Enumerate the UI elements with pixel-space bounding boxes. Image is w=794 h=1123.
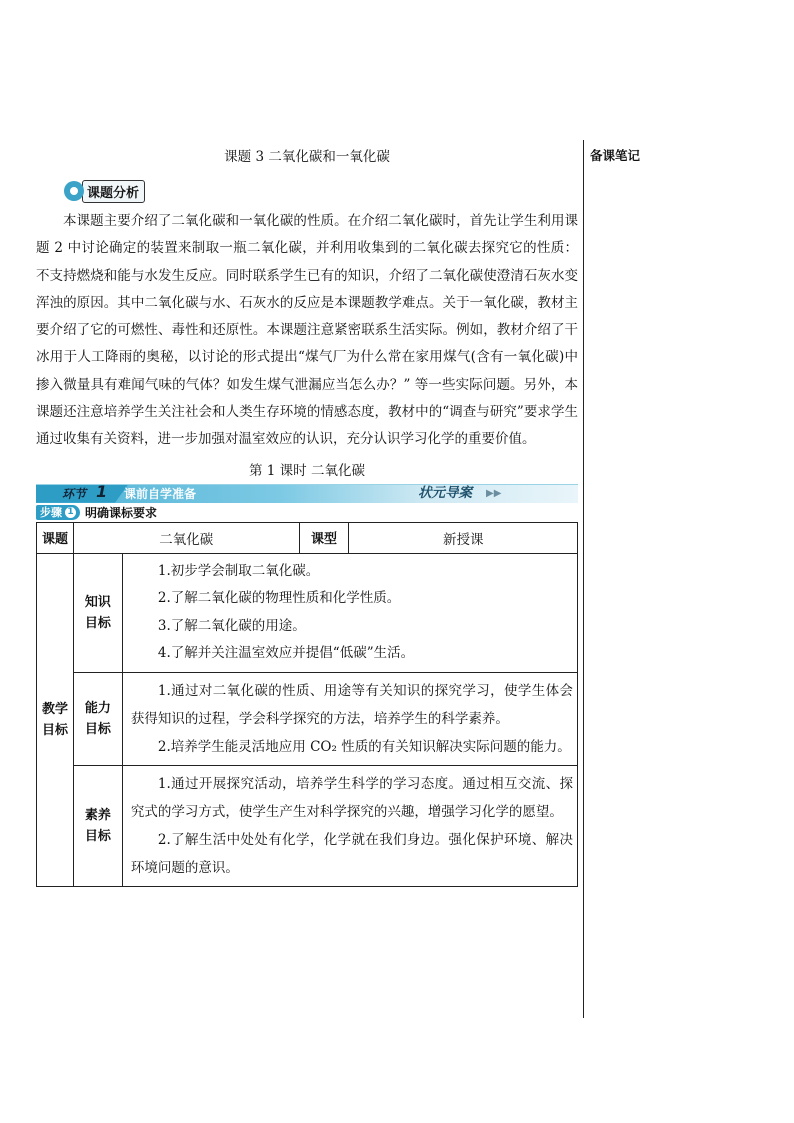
- clock-badge-icon: [64, 181, 84, 201]
- analysis-heading-label: 课题分析: [82, 180, 145, 203]
- topic-label-cell: 课题: [37, 522, 74, 553]
- list-item: 1.通过开展探究活动，培养学生科学的学习态度。通过相互交流、探究式的学习方式，使学生产生对科学探究的兴趣，增强学习化学的愿望。: [130, 775, 573, 820]
- main-content: [36, 148, 578, 887]
- table-row: [37, 765, 578, 886]
- group-name: 素养目标: [84, 807, 111, 844]
- type-label-cell: 课型: [299, 522, 349, 553]
- group-name-cell: [73, 672, 122, 765]
- list-item: 1.初步学会制取二氧化碳。: [157, 562, 320, 579]
- list-item: 4.了解并关注温室效应并提倡“低碳”生活。: [157, 645, 415, 662]
- section-banner: [36, 481, 578, 503]
- group-name-cell: [73, 765, 122, 886]
- list-item: 1.通过对二氧化碳的性质、用途等有关知识的探究学习，使学生体会获得知识的过程，学会科学探究的方法，培养学生的科学素养。: [130, 682, 573, 727]
- banner-step-label: 环节: [62, 486, 87, 501]
- banner-subtitle: 课前自学准备: [124, 486, 197, 501]
- objectives-label: 教学目标: [41, 701, 68, 738]
- banner-step-number: 1: [96, 481, 108, 501]
- objectives-label-cell: [37, 553, 74, 886]
- topic-value-cell: 二氧化碳: [73, 522, 299, 553]
- table-row: [37, 553, 578, 672]
- double-arrow-icon: ▶▶: [486, 487, 502, 499]
- group-name: 知识目标: [84, 594, 111, 631]
- lesson-title: 课题 3 二氧化碳和一氧化碳: [224, 149, 390, 165]
- list-item: 2.了解二氧化碳的物理性质和化学性质。: [157, 590, 401, 607]
- objectives-table: [36, 522, 578, 887]
- table-header-row: [37, 522, 578, 553]
- step-tag: [36, 505, 80, 520]
- step-heading: [36, 505, 578, 521]
- group-name-cell: [73, 553, 122, 672]
- step-text: 明确课标要求: [85, 506, 158, 521]
- type-value-cell: 新授课: [349, 522, 578, 553]
- period-title: 第 1 课时 二氧化碳: [249, 462, 365, 479]
- analysis-heading: [64, 180, 145, 202]
- list-item: 2.了解生活中处处有化学，化学就在我们身边。强化保护环境、解决环境问题的意识。: [130, 831, 573, 876]
- group-items-cell: [122, 765, 577, 886]
- list-item: 3.了解二氧化碳的用途。: [157, 617, 306, 634]
- step-tag-label: 步骤: [40, 506, 62, 520]
- notes-column-title: 备课笔记: [590, 148, 641, 163]
- list-item: 2.培养学生能灵活地应用 CO₂ 性质的有关知识解决实际问题的能力。: [157, 738, 571, 755]
- notes-column-divider: [583, 140, 584, 1018]
- group-name: 能力目标: [84, 700, 111, 737]
- table-row: [37, 672, 578, 765]
- analysis-paragraph: 本课题主要介绍了二氧化碳和一氧化碳的性质。在介绍二氧化碳时，首先让学生利用课题 2 中讨论确定的装置来制取一瓶二氧化碳，并利用收集到的二氧化碳去探究它的性质：不支持燃烧和能与水发生反应。同时联系学生已有的知识，介绍了二氧化碳使澄清石灰水变浑浊的原因。其中二氧化碳与水、石灰水的反应是本课题教学难点。关于一氧化碳，教材主要介绍了它的可燃性、毒性和还原性。本课题注意紧密联系生活实际。例如，教材介绍了干冰用于人工降雨的奥秘，以讨论的形式提出“煤气厂为什么常在家用煤气(含有一氧化碳)中掺入微量具有难闻气味的气体？如发生煤气泄漏应当怎么办？” 等一些实际问题。另外，本课题还注意培养学生关注社会和人类生存环境的情感态度，教材中的“调查与研究”要求学生通过收集有关资料，进一步加强对温室效应的认识，充分认识学习化学的重要价值。: [36, 213, 578, 448]
- group-items-cell: [122, 553, 577, 672]
- banner-right-label: 状元导案: [418, 484, 472, 501]
- group-items-cell: [122, 672, 577, 765]
- step-number-badge: 1: [65, 507, 76, 518]
